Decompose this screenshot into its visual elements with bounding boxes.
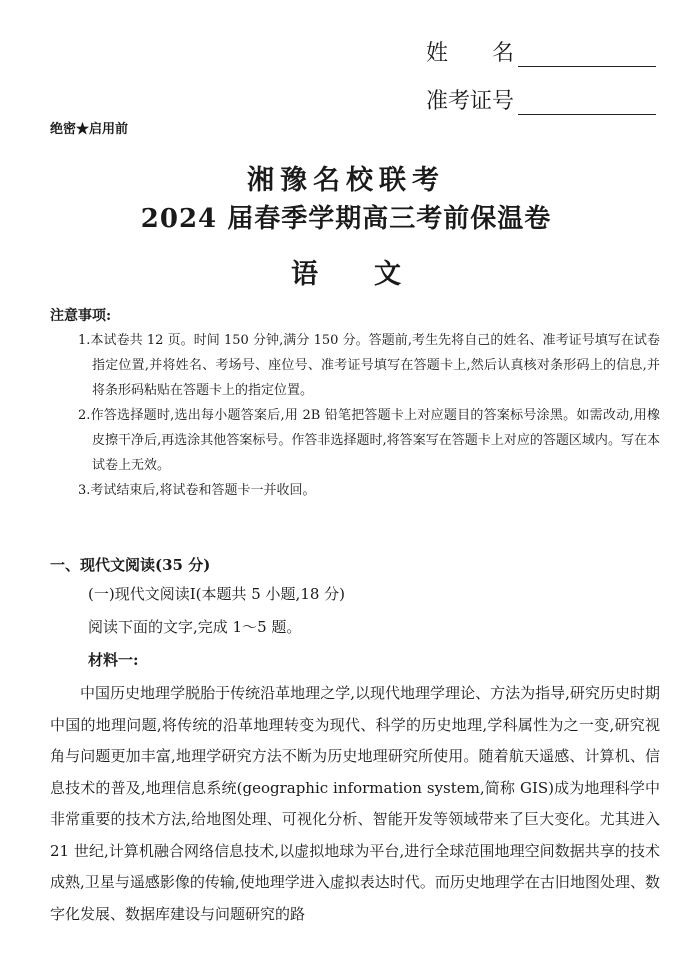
name-field-row [426, 36, 656, 67]
confidential-mark: 绝密★启用前 [50, 122, 129, 137]
notice-item-3: 3.考试结束后,将试卷和答题卡一并收回。 [78, 483, 316, 498]
subject-char-1: 语 [291, 259, 318, 290]
exam-id-field-row [426, 84, 656, 115]
reading-instruction: 阅读下面的文字,完成 1～5 题。 [88, 618, 302, 636]
exam-title-line1: 湘豫名校联考 [247, 165, 445, 196]
name-blank-line [518, 44, 656, 67]
section-heading: 一、现代文阅读(35 分) [50, 556, 211, 574]
notice-list [78, 328, 660, 503]
notice-item-2: 2.作答选择题时,选出每小题答案后,用 2B 铅笔把答题卡上对应题目的答案标号涂黑。如需改动,用橡皮擦干净后,再选涂其他答案标号。作答非选择题时,将答案写在答题卡上对应的答题区域内。写在本试卷上无效。 [78, 408, 660, 473]
exam-id-blank-line [518, 92, 656, 115]
subsection-heading: (一)现代文阅读Ⅰ(本题共 5 小题,18 分) [88, 585, 346, 603]
name-label: 姓 名 [425, 41, 514, 66]
subject-title [0, 252, 692, 291]
notice-heading: 注意事项: [50, 308, 112, 324]
notice-item-1: 1.本试卷共 12 页。时间 150 分钟,满分 150 分。答题前,考生先将自己的姓名、准考证号填写在试卷指定位置,并将姓名、考场号、座位号、准考证号填写在答题卡上,然后认真核对条形码上的信息,并将条形码粘贴在答题卡上的指定位置。 [78, 333, 660, 398]
exam-id-label: 准考证号 [425, 89, 514, 114]
material-label: 材料一: [88, 651, 139, 669]
material-body-text: 中国历史地理学脱胎于传统沿革地理之学,以现代地理学理论、方法为指导,研究历史时期中国的地理问题,将传统的沿革地理转变为现代、科学的历史地理,学科属性为之一变,研究视角与问题更加丰富,地理学研究方法不断为历史地理研究所使用。随着航天遥感、计算机、信息技术的普及,地理信息系统(geographic information system,简称 GIS)成为地理科学中非常重要的技术方法,给地图处理、可视化分析、智能开发等领域带来了巨大变化。尤其进入 21 世纪,计算机融合网络信息技术,以虚拟地球为平台,进行全球范围地理空间数据共享的技术成熟,卫星与遥感影像的传输,使地理学进入虚拟表达时代。而历史地理学在古旧地图处理、数字化发展、数据库建设与问题研究的路 [50, 684, 660, 923]
subject-char-2: 文 [374, 259, 401, 290]
exam-title-line2: 2024 届春季学期高三考前保温卷 [140, 204, 552, 234]
